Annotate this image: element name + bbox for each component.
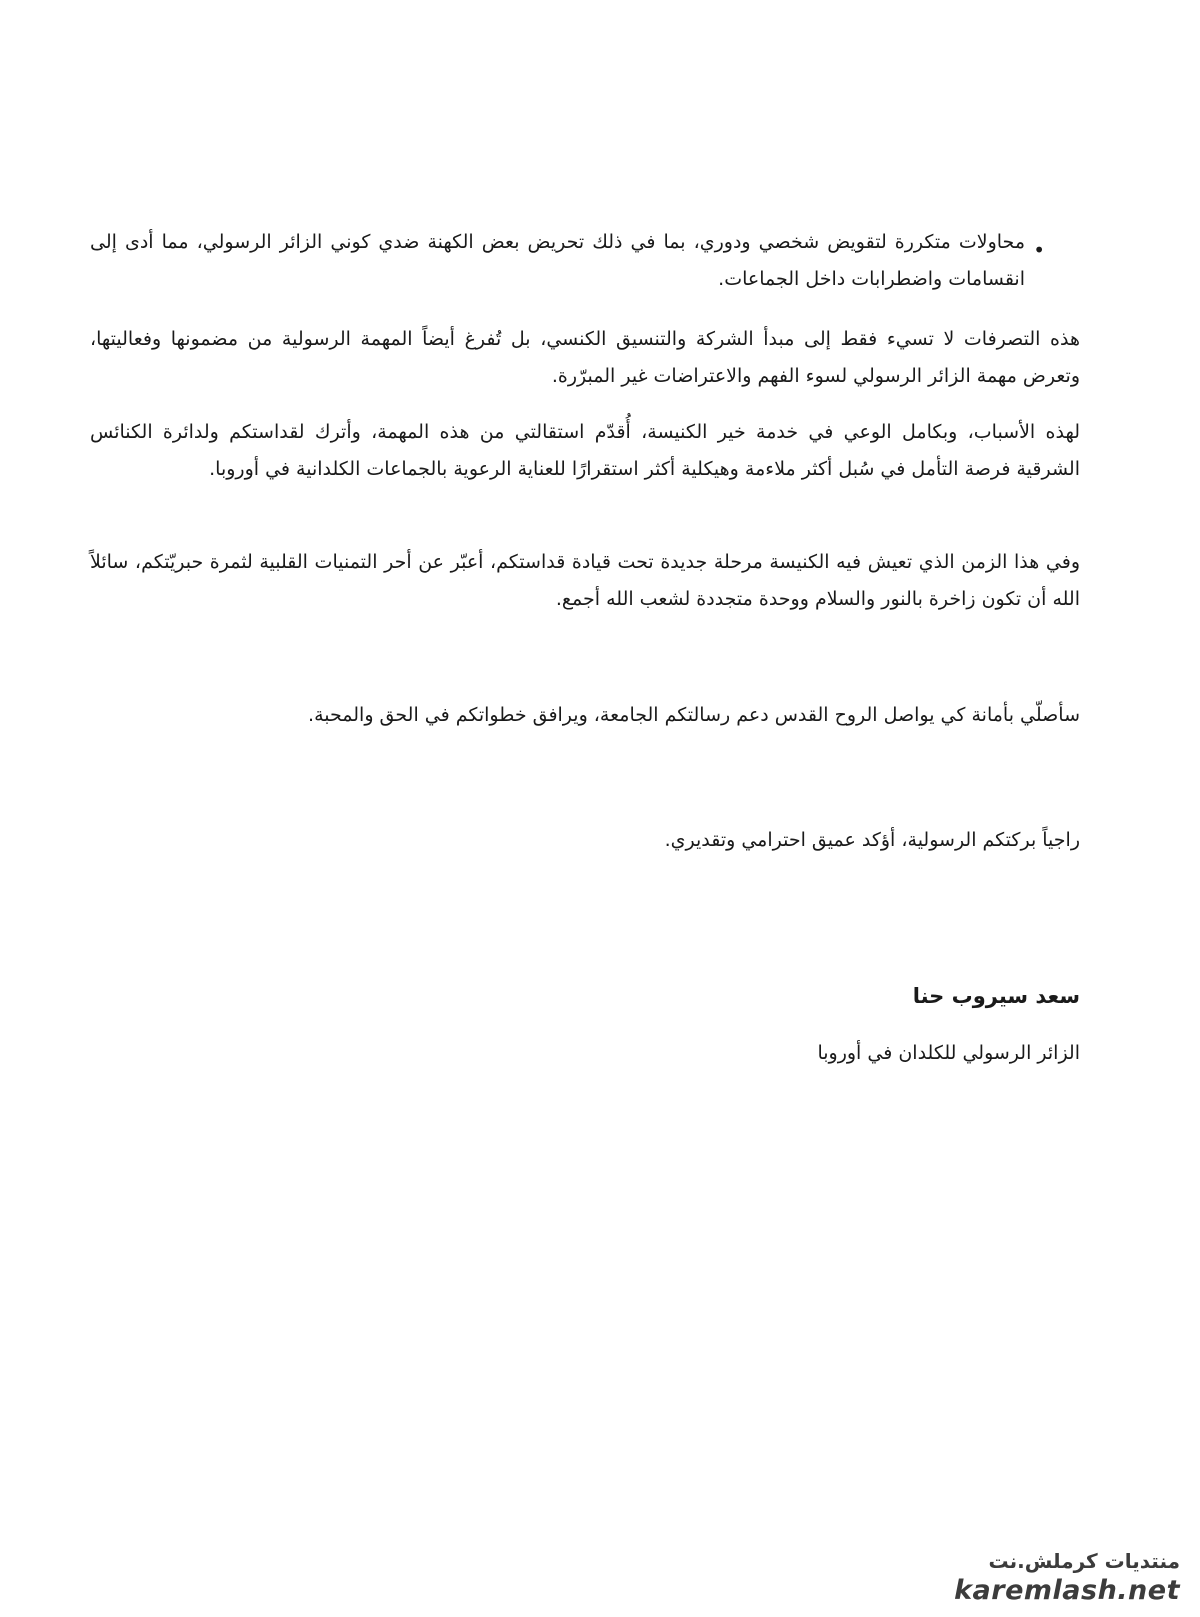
paragraph-wishes: وفي هذا الزمن الذي تعيش فيه الكنيسة مرحلة جديدة تحت قيادة قداستكم، أعبّر عن أحر التمنيات القلبية لثمرة حبريّتكم، سائلاً الله أن تكون زاخرة بالنور والسلام ووحدة متجددة لشعب الله أجمع.: [90, 551, 1080, 610]
site-watermark: [954, 1547, 1180, 1607]
bullet-item-text: محاولات متكررة لتقويض شخصي ودوري، بما في ذلك تحريض بعض الكهنة ضدي كوني الزائر الرسولي، مما أدى إلى انقسامات واضطرابات داخل الجماعات.: [90, 231, 1025, 290]
paragraph-consequences: هذه التصرفات لا تسيء فقط إلى مبدأ الشركة والتنسيق الكنسي، بل تُفرغ أيضاً المهمة الرسولية من مضمونها وفعاليتها، وتعرض مهمة الزائر الرسولي لسوء الفهم والاعتراضات غير المبرّرة.: [90, 328, 1080, 387]
bullet-marker: •: [1033, 238, 1045, 262]
watermark-arabic: منتديات كرملش.نت: [988, 1549, 1180, 1573]
closing-line: راجياً بركتكم الرسولية، أؤكد عميق احترامي وتقديري.: [664, 829, 1080, 851]
paragraph-resignation: لهذه الأسباب، وبكامل الوعي في خدمة خير الكنيسة، أُقدّم استقالتي من هذه المهمة، وأترك لقداستكم ولدائرة الكنائس الشرقية فرصة التأمل في سُبل أكثر ملاءمة وهيكلية أكثر استقرارًا للعناية الرعوية بالجماعات الكلدانية في أوروبا.: [90, 421, 1080, 480]
paragraph-prayer: سأصلّي بأمانة كي يواصل الروح القدس دعم رسالتكم الجامعة، ويرافق خطواتكم في الحق والمحبة.: [308, 704, 1080, 726]
watermark-latin: karemlash.net: [954, 1575, 1180, 1606]
signature-name: سعد سيروب حنا: [912, 984, 1080, 1008]
signature-title: الزائر الرسولي للكلدان في أوروبا: [817, 1042, 1080, 1064]
